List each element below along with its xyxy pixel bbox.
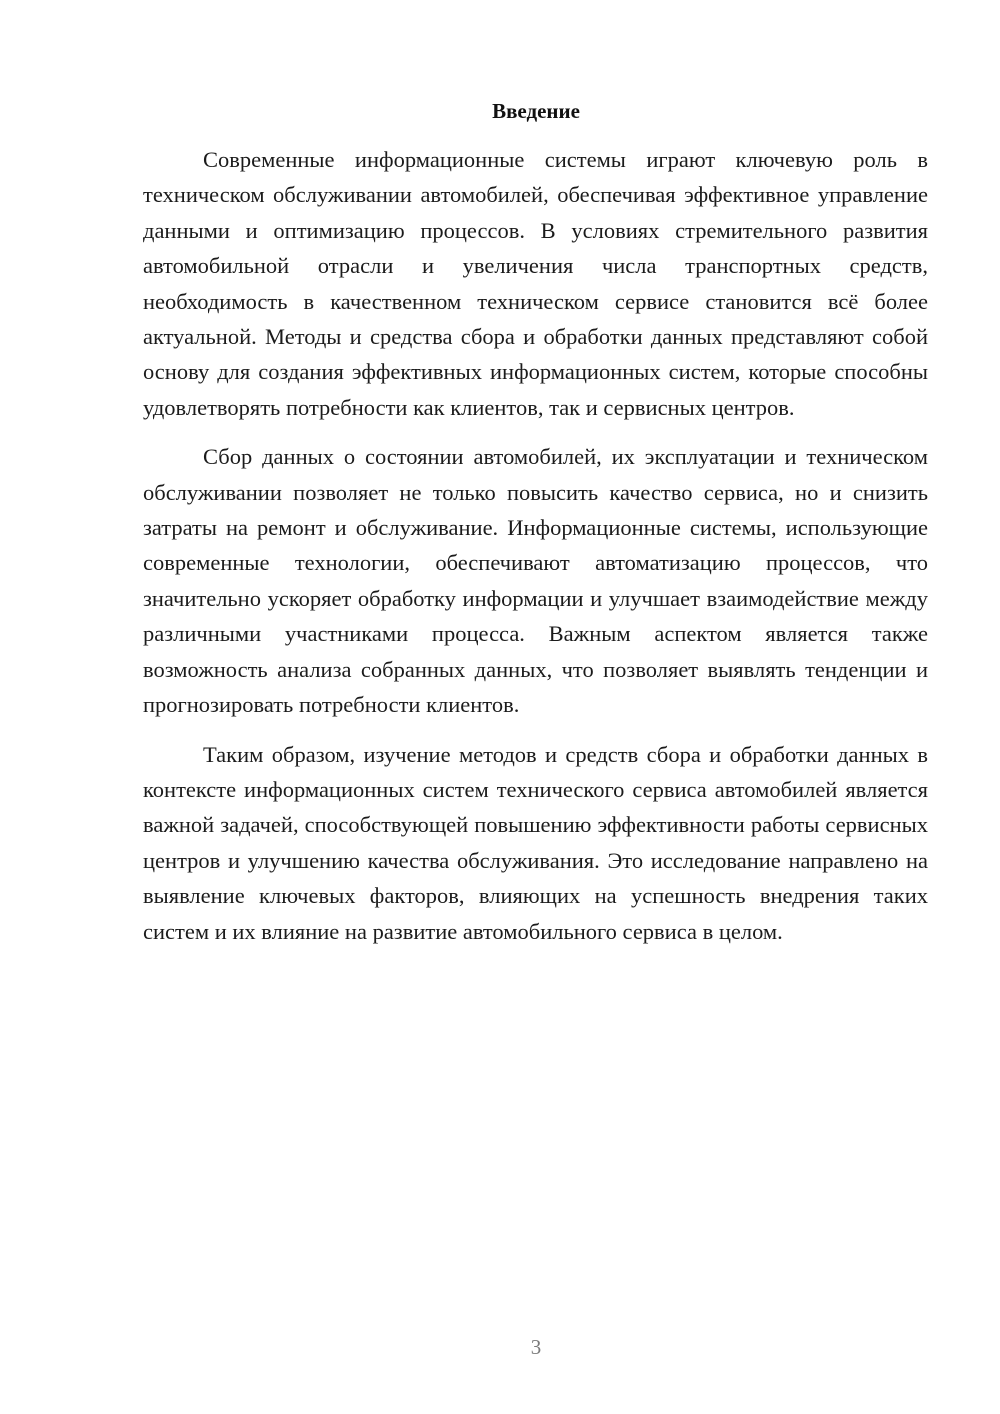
paragraph-2: Сбор данных о состоянии автомобилей, их эксплуатации и техническом обслуживании позволяет не только повысить качество сервиса, но и снизить затраты на ремонт и обслуживание. Информационные системы, использующие современные технологии, обеспечивают автоматизацию процессов, что значительно ускоряет обработку информации и улучшает взаимодействие между различными участниками процесса. Важным аспектом является также возможность анализа собранных данных, что позволяет выявлять тенденции и прогнозировать потребности клиентов. [143, 444, 928, 718]
paragraph-3: Таким образом, изучение методов и средств сбора и обработки данных в контексте информационных систем технического сервиса автомобилей является важной задачей, способствующей повышению эффективности работы сервисных центров и улучшению качества обслуживания. Это исследование направлено на выявление ключевых факторов, влияющих на успешность внедрения таких систем и их влияние на развитие автомобильного сервиса в целом. [143, 741, 928, 944]
document-body [143, 142, 928, 949]
paragraph-1: Современные информационные системы играют ключевую роль в техническом обслуживании автомобилей, обеспечивая эффективное управление данными и оптимизацию процессов. В условиях стремительного развития автомобильной отрасли и увеличения числа транспортных средств, необходимость в качественном техническом сервисе становится всё более актуальной. Методы и средства сбора и обработки данных представляют собой основу для создания эффективных информационных систем, которые способны удовлетворять потребности как клиентов, так и сервисных центров. [143, 147, 928, 420]
page-number: 3 [530, 1335, 542, 1359]
section-heading: Введение [492, 99, 580, 123]
